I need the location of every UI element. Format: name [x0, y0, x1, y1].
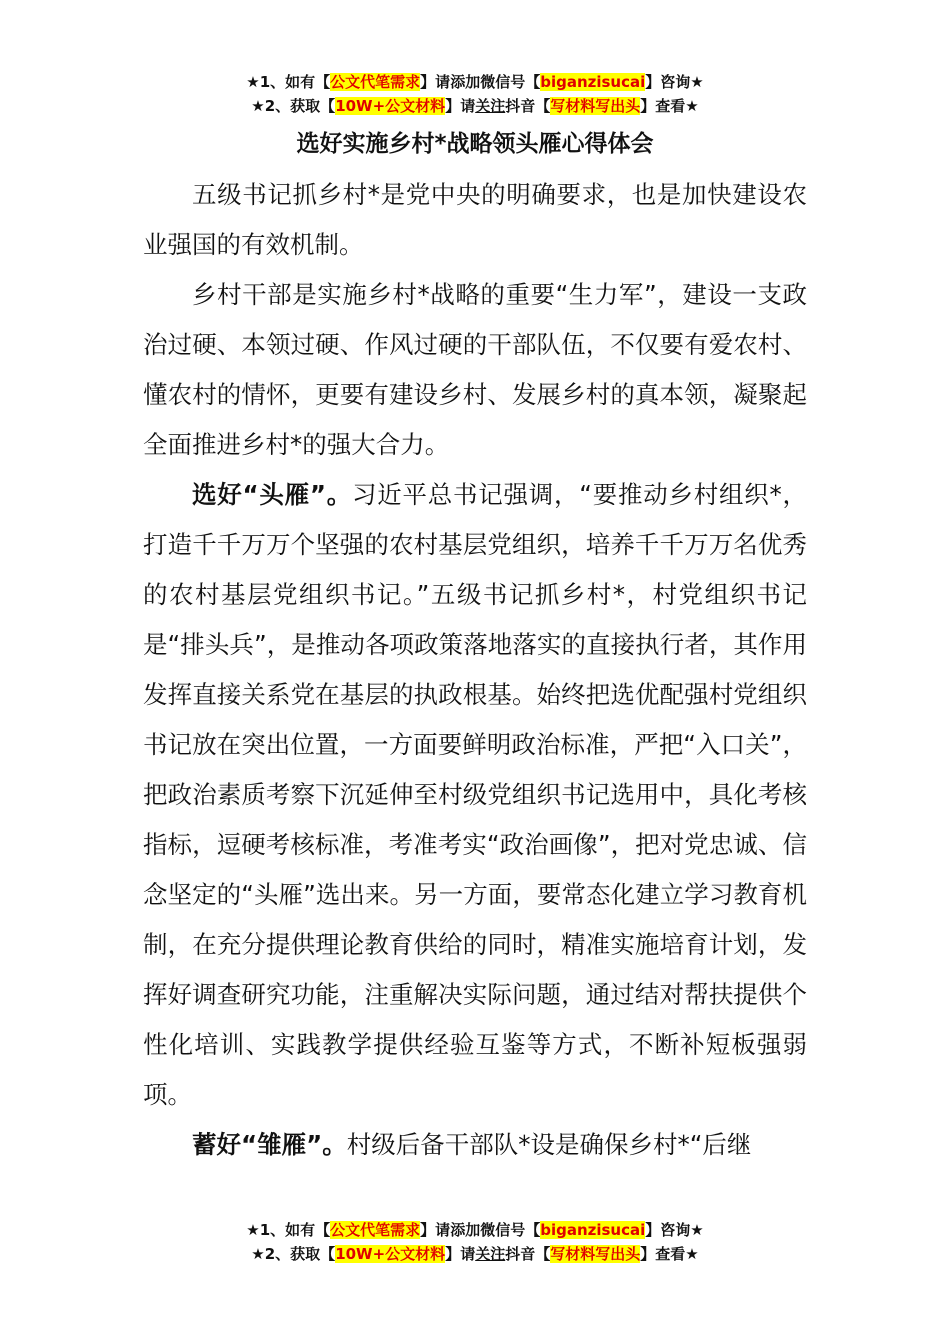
banner-text: ★2、获取【: [251, 97, 336, 115]
paragraph-text: 村级后备干部队*设是确保乡村*“后继: [346, 1130, 752, 1159]
banner-highlight: 10W+公文材料: [335, 1245, 446, 1263]
paragraph-4: [143, 1120, 807, 1170]
paragraph-3: [143, 470, 807, 1120]
banner-line-1: [0, 70, 950, 94]
banner-line-2: [0, 1242, 950, 1266]
banner-text: 】请: [445, 1245, 476, 1263]
paragraph-1: [143, 170, 807, 270]
paragraph-text: 五级书记抓乡村*是党中央的明确要求，也是加快建设农业强国的有效机制。: [143, 180, 807, 259]
banner-line-2: [0, 94, 950, 118]
paragraph-text: 乡村干部是实施乡村*战略的重要“生力军”，建设一支政治过硬、本领过硬、作风过硬的干部队伍，不仅要有爱农村、懂农村的情怀，更要有建设乡村、发展乡村的真本领，凝聚起全面推进乡村*的强大合力。: [143, 280, 807, 459]
paragraph-lead: 蓄好“雏雁”。: [192, 1130, 347, 1159]
document-title: 选好实施乡村*战略领头雁心得体会: [296, 131, 654, 157]
banner-text: 】请: [420, 73, 451, 91]
banner-text: ★1、如有【: [246, 1221, 331, 1239]
banner-text: 】咨询★: [645, 1221, 704, 1239]
banner-highlight: 公文代笔需求: [330, 73, 421, 91]
paragraph-lead: 选好“头雁”。: [192, 480, 352, 509]
banner-text: 】请: [445, 97, 476, 115]
banner-text: 抖音【: [505, 1245, 551, 1263]
banner-emphasis: 添加: [450, 73, 481, 91]
paragraph-2: [143, 270, 807, 470]
header-banner: [0, 70, 950, 118]
banner-text: 抖音【: [505, 97, 551, 115]
banner-highlight: 写材料写出头: [550, 97, 641, 115]
footer-banner: [0, 1218, 950, 1266]
banner-emphasis: 关注: [475, 97, 506, 115]
banner-emphasis: 添加: [450, 1221, 481, 1239]
banner-text: ★1、如有【: [246, 73, 331, 91]
banner-text: 】请: [420, 1221, 451, 1239]
banner-text: 】查看★: [640, 97, 699, 115]
banner-line-1: [0, 1218, 950, 1242]
document-body: [143, 170, 807, 1170]
banner-highlight: biganzisucai: [540, 1221, 646, 1239]
banner-text: 微信号【: [480, 73, 541, 91]
banner-highlight: biganzisucai: [540, 73, 646, 91]
banner-highlight: 10W+公文材料: [335, 97, 446, 115]
banner-emphasis: 关注: [475, 1245, 506, 1263]
banner-text: 微信号【: [480, 1221, 541, 1239]
banner-text: ★2、获取【: [251, 1245, 336, 1263]
banner-highlight: 写材料写出头: [550, 1245, 641, 1263]
paragraph-text: 习近平总书记强调，“要推动乡村组织*，打造千千万万个坚强的农村基层党组织，培养千千万万名优秀的农村基层党组织书记。”五级书记抓乡村*，村党组织书记是“排头兵”，是推动各项政策落地落实的直接执行者，其作用发挥直接关系党在基层的执政根基。始终把选优配强村党组织书记放在突出位置，一方面要鲜明政治标准，严把“入口关”，把政治素质考察下沉延伸至村级党组织书记选用中，具化考核指标，逗硬考核标准，考准考实“政治画像”，把对党忠诚、信念坚定的“头雁”选出来。另一方面，要常态化建立学习教育机制，在充分提供理论教育供给的同时，精准实施培育计划，发挥好调查研究功能，注重解决实际问题，通过结对帮扶提供个性化培训、实践教学提供经验互鉴等方式，不断补短板强弱项。: [143, 480, 807, 1109]
banner-text: 】查看★: [640, 1245, 699, 1263]
banner-highlight: 公文代笔需求: [330, 1221, 421, 1239]
banner-text: 】咨询★: [645, 73, 704, 91]
